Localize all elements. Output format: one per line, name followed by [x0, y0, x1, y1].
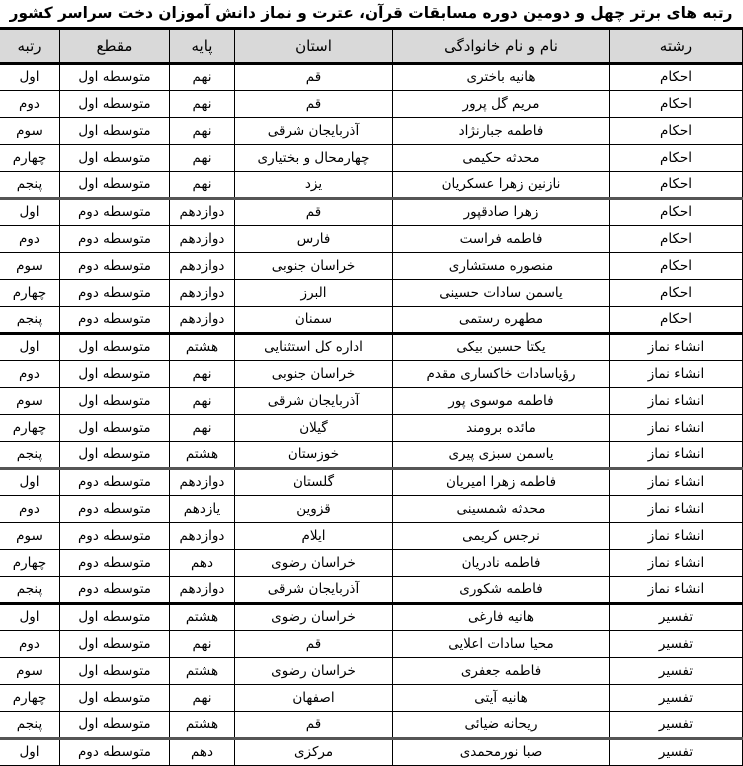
- table-row: [0, 657, 743, 684]
- cell-payeh: نهم: [170, 360, 235, 387]
- cell-rotbe: دوم: [0, 360, 60, 387]
- cell-rotbe: سوم: [0, 117, 60, 144]
- cell-payeh: دهم: [170, 738, 235, 765]
- cell-rotbe: اول: [0, 603, 60, 630]
- cell-rotbe: پنجم: [0, 441, 60, 468]
- cell-payeh: دوازدهم: [170, 306, 235, 333]
- cell-rotbe: سوم: [0, 387, 60, 414]
- cell-ostan: گیلان: [235, 414, 393, 441]
- cell-ostan: گلستان: [235, 468, 393, 495]
- cell-name: یاسمن سادات حسینی: [393, 279, 610, 306]
- cell-rotbe: دوم: [0, 90, 60, 117]
- cell-ostan: البرز: [235, 279, 393, 306]
- cell-reshteh: احکام: [610, 171, 743, 198]
- cell-reshteh: انشاء نماز: [610, 468, 743, 495]
- cell-name: محدثه حکیمی: [393, 144, 610, 171]
- cell-name: یاسمن سبزی پیری: [393, 441, 610, 468]
- table-row: [0, 252, 743, 279]
- cell-name: منصوره مستشاری: [393, 252, 610, 279]
- cell-reshteh: احکام: [610, 306, 743, 333]
- cell-rotbe: اول: [0, 63, 60, 90]
- cell-ostan: خراسان جنوبی: [235, 360, 393, 387]
- cell-maghta: متوسطه اول: [60, 684, 170, 711]
- cell-rotbe: سوم: [0, 522, 60, 549]
- table-row: [0, 711, 743, 738]
- column-header-reshteh[interactable]: رشته: [610, 30, 743, 63]
- cell-ostan: یزد: [235, 171, 393, 198]
- table-row: [0, 441, 743, 468]
- cell-rotbe: اول: [0, 738, 60, 765]
- cell-payeh: دوازدهم: [170, 252, 235, 279]
- cell-reshteh: انشاء نماز: [610, 387, 743, 414]
- cell-maghta: متوسطه دوم: [60, 738, 170, 765]
- cell-maghta: متوسطه اول: [60, 441, 170, 468]
- cell-ostan: مرکزی: [235, 738, 393, 765]
- cell-maghta: متوسطه دوم: [60, 522, 170, 549]
- cell-rotbe: اول: [0, 198, 60, 225]
- cell-reshteh: احکام: [610, 117, 743, 144]
- cell-reshteh: تفسیر: [610, 684, 743, 711]
- table-row: [0, 522, 743, 549]
- cell-maghta: متوسطه اول: [60, 360, 170, 387]
- cell-reshteh: انشاء نماز: [610, 495, 743, 522]
- cell-rotbe: دوم: [0, 630, 60, 657]
- cell-reshteh: احکام: [610, 198, 743, 225]
- cell-ostan: اصفهان: [235, 684, 393, 711]
- table-row: [0, 468, 743, 495]
- column-header-ostan[interactable]: استان: [235, 30, 393, 63]
- cell-name: مطهره رستمی: [393, 306, 610, 333]
- column-header-maghta[interactable]: مقطع: [60, 30, 170, 63]
- table-row: [0, 630, 743, 657]
- cell-maghta: متوسطه دوم: [60, 468, 170, 495]
- table-row: [0, 603, 743, 630]
- cell-rotbe: پنجم: [0, 306, 60, 333]
- cell-rotbe: پنجم: [0, 711, 60, 738]
- table-header: [0, 30, 743, 63]
- cell-payeh: یازدهم: [170, 495, 235, 522]
- cell-payeh: دوازدهم: [170, 468, 235, 495]
- cell-payeh: نهم: [170, 63, 235, 90]
- table-row: [0, 414, 743, 441]
- table-row: [0, 171, 743, 198]
- cell-ostan: سمنان: [235, 306, 393, 333]
- cell-maghta: متوسطه اول: [60, 603, 170, 630]
- table-row: [0, 63, 743, 90]
- table-row: [0, 738, 743, 765]
- table-row: [0, 279, 743, 306]
- cell-ostan: قزوین: [235, 495, 393, 522]
- cell-ostan: آذربایجان شرقی: [235, 117, 393, 144]
- cell-rotbe: اول: [0, 468, 60, 495]
- cell-payeh: هشتم: [170, 333, 235, 360]
- cell-name: فاطمه جبارنژاد: [393, 117, 610, 144]
- cell-payeh: دوازدهم: [170, 225, 235, 252]
- cell-payeh: نهم: [170, 414, 235, 441]
- cell-rotbe: چهارم: [0, 684, 60, 711]
- cell-maghta: متوسطه اول: [60, 63, 170, 90]
- table-row: [0, 576, 743, 603]
- cell-payeh: نهم: [170, 387, 235, 414]
- cell-ostan: فارس: [235, 225, 393, 252]
- page-title: رتبه های برتر چهل و دومین دوره مسابقات قرآن، عترت و نماز دانش آموزان دخت سراسر کشور: [10, 3, 733, 22]
- cell-name: صبا نورمحمدی: [393, 738, 610, 765]
- rankings-table: [0, 30, 743, 766]
- cell-payeh: دهم: [170, 549, 235, 576]
- cell-reshteh: احکام: [610, 252, 743, 279]
- cell-rotbe: پنجم: [0, 171, 60, 198]
- cell-payeh: هشتم: [170, 441, 235, 468]
- cell-name: هانیه باختری: [393, 63, 610, 90]
- column-header-name[interactable]: نام و نام خانوادگی: [393, 30, 610, 63]
- cell-rotbe: دوم: [0, 225, 60, 252]
- table-row: [0, 144, 743, 171]
- cell-maghta: متوسطه دوم: [60, 576, 170, 603]
- cell-reshteh: تفسیر: [610, 711, 743, 738]
- cell-ostan: قم: [235, 711, 393, 738]
- cell-reshteh: انشاء نماز: [610, 522, 743, 549]
- cell-rotbe: چهارم: [0, 414, 60, 441]
- cell-name: مائده برومند: [393, 414, 610, 441]
- cell-maghta: متوسطه دوم: [60, 549, 170, 576]
- cell-rotbe: چهارم: [0, 279, 60, 306]
- cell-ostan: خراسان جنوبی: [235, 252, 393, 279]
- column-header-rotbe[interactable]: رتبه: [0, 30, 60, 63]
- cell-reshteh: انشاء نماز: [610, 414, 743, 441]
- cell-payeh: نهم: [170, 684, 235, 711]
- cell-name: فاطمه فراست: [393, 225, 610, 252]
- page-title-bar: [0, 0, 743, 30]
- cell-name: یکتا حسین بیکی: [393, 333, 610, 360]
- table-row: [0, 306, 743, 333]
- cell-rotbe: اول: [0, 333, 60, 360]
- cell-name: هانیه فارغی: [393, 603, 610, 630]
- cell-reshteh: تفسیر: [610, 630, 743, 657]
- cell-rotbe: سوم: [0, 657, 60, 684]
- cell-name: مریم گل پرور: [393, 90, 610, 117]
- table-row: [0, 387, 743, 414]
- cell-rotbe: چهارم: [0, 144, 60, 171]
- cell-payeh: نهم: [170, 90, 235, 117]
- cell-payeh: دوازدهم: [170, 576, 235, 603]
- table-row: [0, 360, 743, 387]
- cell-reshteh: تفسیر: [610, 603, 743, 630]
- cell-reshteh: انشاء نماز: [610, 576, 743, 603]
- table-body: [0, 63, 743, 765]
- cell-name: ریحانه ضیائی: [393, 711, 610, 738]
- cell-payeh: هشتم: [170, 603, 235, 630]
- cell-maghta: متوسطه دوم: [60, 279, 170, 306]
- cell-ostan: چهارمحال و بختیاری: [235, 144, 393, 171]
- cell-ostan: خوزستان: [235, 441, 393, 468]
- cell-reshteh: انشاء نماز: [610, 360, 743, 387]
- cell-payeh: دوازدهم: [170, 279, 235, 306]
- cell-ostan: قم: [235, 90, 393, 117]
- cell-ostan: خراسان رضوی: [235, 603, 393, 630]
- cell-maghta: متوسطه دوم: [60, 198, 170, 225]
- cell-name: فاطمه جعفری: [393, 657, 610, 684]
- table-row: [0, 198, 743, 225]
- cell-payeh: نهم: [170, 144, 235, 171]
- cell-payeh: نهم: [170, 171, 235, 198]
- cell-rotbe: دوم: [0, 495, 60, 522]
- cell-maghta: متوسطه دوم: [60, 225, 170, 252]
- cell-reshteh: احکام: [610, 144, 743, 171]
- table-row: [0, 117, 743, 144]
- cell-rotbe: چهارم: [0, 549, 60, 576]
- cell-maghta: متوسطه دوم: [60, 495, 170, 522]
- cell-payeh: هشتم: [170, 711, 235, 738]
- table-row: [0, 495, 743, 522]
- cell-reshteh: احکام: [610, 279, 743, 306]
- cell-name: فاطمه نادریان: [393, 549, 610, 576]
- column-header-payeh[interactable]: پایه: [170, 30, 235, 63]
- cell-maghta: متوسطه دوم: [60, 252, 170, 279]
- cell-maghta: متوسطه اول: [60, 630, 170, 657]
- cell-reshteh: احکام: [610, 63, 743, 90]
- cell-maghta: متوسطه دوم: [60, 306, 170, 333]
- table-row: [0, 549, 743, 576]
- table-row: [0, 684, 743, 711]
- table-header-row: [0, 30, 743, 63]
- cell-maghta: متوسطه اول: [60, 144, 170, 171]
- cell-maghta: متوسطه اول: [60, 387, 170, 414]
- cell-ostan: اداره کل استثنایی: [235, 333, 393, 360]
- cell-reshteh: انشاء نماز: [610, 441, 743, 468]
- cell-ostan: خراسان رضوی: [235, 657, 393, 684]
- cell-payeh: دوازدهم: [170, 198, 235, 225]
- cell-payeh: نهم: [170, 630, 235, 657]
- cell-name: فاطمه شکوری: [393, 576, 610, 603]
- cell-maghta: متوسطه اول: [60, 657, 170, 684]
- cell-name: نازنین زهرا عسکریان: [393, 171, 610, 198]
- cell-payeh: نهم: [170, 117, 235, 144]
- cell-ostan: خراسان رضوی: [235, 549, 393, 576]
- cell-maghta: متوسطه اول: [60, 711, 170, 738]
- cell-maghta: متوسطه اول: [60, 333, 170, 360]
- cell-payeh: هشتم: [170, 657, 235, 684]
- cell-ostan: قم: [235, 630, 393, 657]
- cell-ostan: قم: [235, 198, 393, 225]
- cell-maghta: متوسطه اول: [60, 90, 170, 117]
- cell-maghta: متوسطه اول: [60, 171, 170, 198]
- cell-name: زهرا صادقپور: [393, 198, 610, 225]
- cell-reshteh: انشاء نماز: [610, 333, 743, 360]
- cell-name: فاطمه موسوی پور: [393, 387, 610, 414]
- cell-reshteh: تفسیر: [610, 657, 743, 684]
- cell-maghta: متوسطه اول: [60, 117, 170, 144]
- cell-payeh: دوازدهم: [170, 522, 235, 549]
- cell-reshteh: انشاء نماز: [610, 549, 743, 576]
- cell-name: محدثه شمسینی: [393, 495, 610, 522]
- cell-name: هانیه آیتی: [393, 684, 610, 711]
- cell-ostan: قم: [235, 63, 393, 90]
- cell-name: فاطمه زهرا امیریان: [393, 468, 610, 495]
- cell-name: رؤیاسادات خاکساری مقدم: [393, 360, 610, 387]
- table-row: [0, 90, 743, 117]
- cell-maghta: متوسطه اول: [60, 414, 170, 441]
- cell-reshteh: احکام: [610, 90, 743, 117]
- cell-ostan: آذربایجان شرقی: [235, 576, 393, 603]
- cell-name: محیا سادات اعلایی: [393, 630, 610, 657]
- table-row: [0, 225, 743, 252]
- cell-reshteh: تفسیر: [610, 738, 743, 765]
- cell-ostan: آذربایجان شرقی: [235, 387, 393, 414]
- cell-name: نرجس کریمی: [393, 522, 610, 549]
- cell-rotbe: پنجم: [0, 576, 60, 603]
- cell-rotbe: سوم: [0, 252, 60, 279]
- table-row: [0, 333, 743, 360]
- cell-reshteh: احکام: [610, 225, 743, 252]
- cell-ostan: ایلام: [235, 522, 393, 549]
